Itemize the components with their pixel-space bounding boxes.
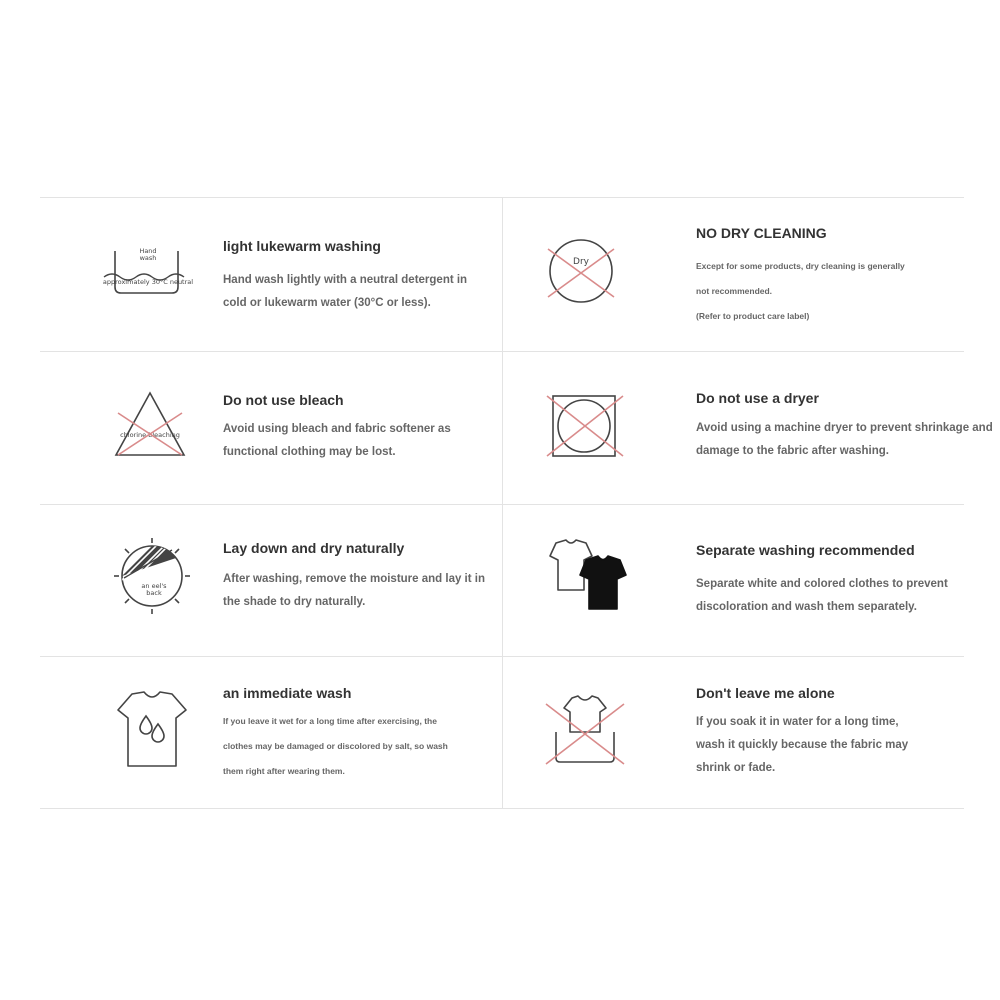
description-line: After washing, remove the moisture and lay it in: [223, 573, 486, 585]
description-line: If you leave it wet for a long time after exercising, the: [223, 716, 437, 726]
description-line: Avoid using a machine dryer to prevent shrinkage and: [696, 422, 993, 434]
description-line: If you soak it in water for a long time,: [696, 716, 899, 728]
care-item-no-bleach: [40, 351, 502, 504]
no-dry-cleaning-icon: [544, 237, 620, 307]
icon-label-wash: wash: [139, 254, 157, 262]
item-description: [696, 254, 905, 329]
icon-label-back: back: [146, 589, 162, 597]
description-line: Hand wash lightly with a neutral detergent in: [223, 274, 468, 286]
description-line: functional clothing may be lost.: [223, 446, 396, 458]
care-instructions-grid: [40, 197, 993, 809]
item-description: [223, 709, 448, 784]
item-title: Separate washing recommended: [696, 542, 915, 558]
icon-label-chlorine: chlorine bleaching: [120, 431, 180, 439]
icon-label-eel: an eel's: [141, 582, 167, 590]
description-line: the shade to dry naturally.: [223, 596, 366, 608]
care-item-immediate-wash: [40, 656, 502, 809]
description-line: (Refer to product care label): [696, 311, 810, 321]
description-line: clothes may be damaged or discolored by salt, so wash: [223, 741, 448, 751]
icon-label-hand: Hand: [139, 247, 157, 255]
no-tumble-dry-icon: [546, 393, 626, 463]
item-description: [696, 417, 993, 463]
description-line: not recommended.: [696, 286, 773, 296]
item-description: [696, 711, 908, 780]
description-line: damage to the fabric after washing.: [696, 445, 889, 457]
item-title: Do not use a dryer: [696, 390, 819, 406]
icon-label-temperature: approximately 30°C neutral: [102, 278, 194, 286]
description-line: cold or lukewarm water (30°C or less).: [223, 297, 431, 309]
item-title: Do not use bleach: [223, 392, 344, 408]
item-title: Lay down and dry naturally: [223, 540, 405, 556]
item-title: Don't leave me alone: [696, 685, 835, 701]
item-title: NO DRY CLEANING: [696, 225, 827, 241]
care-item-no-soaking: [502, 656, 964, 809]
no-soaking-icon: [544, 696, 630, 768]
no-bleach-icon: [112, 389, 192, 461]
item-description: [223, 418, 451, 464]
item-title: an immediate wash: [223, 685, 352, 701]
item-description: [223, 568, 485, 614]
description-line: them right after wearing them.: [223, 766, 345, 776]
description-line: Separate white and colored clothes to prevent: [696, 578, 948, 590]
care-item-no-dry-cleaning: [502, 197, 964, 350]
care-item-separate-washing: [502, 504, 964, 657]
item-description: [223, 269, 467, 315]
hand-wash-icon: [98, 243, 208, 303]
separate-wash-icon: [546, 540, 632, 616]
care-item-no-dryer: [502, 351, 993, 504]
shade-dry-icon: [112, 536, 194, 618]
item-description: [696, 573, 948, 619]
description-line: discoloration and wash them separately.: [696, 601, 917, 613]
description-line: shrink or fade.: [696, 762, 776, 774]
item-title: light lukewarm washing: [223, 238, 381, 254]
description-line: wash it quickly because the fabric may: [696, 739, 909, 751]
icon-label-dry: Dry: [573, 257, 589, 267]
description-line: Avoid using bleach and fabric softener as: [223, 423, 451, 435]
description-line: Except for some products, dry cleaning is generally: [696, 261, 905, 271]
care-item-shade-dry: [40, 504, 502, 657]
care-item-hand-wash: [40, 197, 502, 350]
immediate-wash-icon: [118, 692, 190, 772]
